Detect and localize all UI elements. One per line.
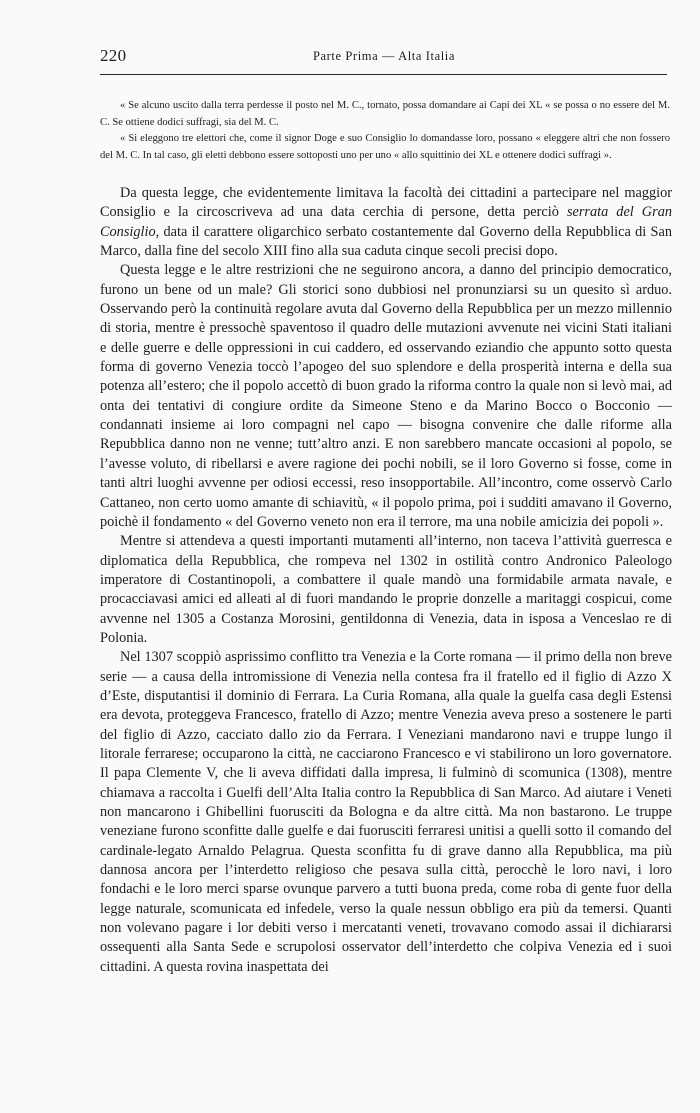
paragraph-4: Nel 1307 scoppiò asprissimo conflitto tra Venezia e la Corte romana — il primo della non breve serie — a causa della intromissione di Venezia nella contesa fra il fratello ed il figlio di Azzo X d’Este, disputantisi il dominio di Ferrara. La Curia Romana, alla quale la guelfa casa degli Estensi era devota, proteggeva Francesco, fratello di Azzo; mentre Venezia aveva preso a sostenere le parti del figlio di Azzo, cacciato dallo zio da Ferrara. I Veneziani mandarono navi e truppe lungo il litorale ferrarese; occuparono la città, ne cacciarono Francesco e vi stabilirono un loro governatore. Il papa Clemente V, che li aveva diffidati dalla impresa, li fulminò di scomunica (1308), mentre chiamava a raccolta i Guelfi dell’Alta Italia contro la Repubblica di San Marco. Ad aiutare i Veneti non mancarono i Ghibellini fuorusciti da Bologna e da altre città. Ma non bastarono. Le truppe veneziane furono sconfitte dalle guelfe e dai fuorusciti ferraresi unitisi a quelli sotto il comando del cardinale-legato Arnaldo Pelagrua. Questa sconfitta fu di grave danno alla Repubblica, ma più dannosa ancora per l’interdetto religioso che pesava sulla città, perocchè le loro navi, i loro fondachi e le loro merci sparse ovunque parvero a tutti buona preda, come roba di gente fuor della legge naturale, scomunicata ed infedele, verso la quale nessun obbligo era più da temersi. Quanti non volevano pagare i lor debiti verso i mercatanti veneti, trovavano comodo assai il dichiararsi ossequenti alla Santa Sede e scrupolosi osservator dell’interdetto che colpiva Venezia ed i suoi cittadini. A questa rovina inaspettata dei <box>100 649 672 975</box>
quoted-law-text <box>100 98 670 164</box>
body-text <box>100 184 672 977</box>
paragraph-2: Questa legge e le altre restrizioni che ne seguirono ancora, a danno del principio democratico, furono un bene od un male? Gli storici sono dubbiosi nel pronunziarsi su un quesito sì arduo. Osservando però la continuità regolare avuta dal Governo della Repubblica per un mezzo millennio di storia, mentre è pressochè spaventoso il quadro delle mutazioni avvenute nei vicini Stati italiani e delle guerre e delle oppressioni in cui caddero, ed osservando eziandio che appunto sotto questa forma di governo Venezia toccò l’apogeo del suo splendore e della prosperità interna e della sua potenza all’estero; che il popolo accettò di buon grado la riforma contro la quale non si levò mai, ad onta dei tentativi di congiure ordite da Simeone Steno e da Marino Bocco o Bocconio — condannati insieme ai loro compagni nel capo — bisogna convenire che dalle riforme alla Repubblica danno non ne venne; tutt’altro anzi. E non sarebbero mancate occasioni al popolo, se l’avesse voluto, di ribellarsi e avere ragione dei pochi nobili, se il loro Governo si fosse, come in tanti altri luoghi avvenne per odiosi eccessi, reso insopportabile. All’incontro, come osservò Carlo Cattaneo, non certo uomo amante di schiavitù, « il popolo prima, poi i sudditi amavano il Governo, poichè il fondamento « del Governo veneto non era il terrore, ma una nobile amicizia dei popoli ». <box>100 262 672 530</box>
paragraph-1-end: data il carattere oligarchico serbato costantemente dal Governo della Repubblica di San Marco, dalla fine del secolo XIII fino alla sua caduta cinque secoli precisi dopo. <box>100 223 672 260</box>
paragraph-1 <box>100 184 672 261</box>
quote-paragraph-1: « Se alcuno uscito dalla terra perdesse il posto nel M. C., tornato, possa domandare ai Capi dei XL « se possa o no essere del M. C. Se ottiene dodici suffragi, sia del M. C. <box>100 100 670 128</box>
page-number: 220 <box>100 46 127 65</box>
italic-term: serrata del Gran Consiglio, <box>100 204 672 240</box>
quote-paragraph-2: « Si eleggono tre elettori che, come il signor Doge e suo Consiglio lo domandasse loro, possano « eleggere altri che non fossero del M. C. In tal caso, gli eletti debbono essere sottoposti uno per uno « allo squittinio dei XL e ottenere dodici suffragi ». <box>100 133 670 161</box>
header-rule <box>100 74 667 75</box>
paragraph-3: Mentre si attendeva a questi importanti mutamenti all’interno, non taceva l’attività guerresca e diplomatica della Repubblica, che rompeva nel 1302 in ostilità contro Andronico Paleologo imperatore di Costantinopoli, a combattere il quale mandò una formidabile armata navale, e procacciavasi amici ed alleati al di fuori mandando le proprie donzelle a maritaggi cospicui, come avvenne nel 1305 a Costanza Morosini, gentildonna di Venezia, data in isposa a Venceslao re di Polonia. <box>100 533 672 646</box>
paragraph-1-start: Da questa legge, che evidentemente limitava la facoltà dei cittadini a partecipare nel maggior Consiglio e la circoscriveva ad una data cerchia di persone, detta perciò <box>100 185 672 221</box>
running-title: Parte Prima — Alta Italia <box>312 49 456 63</box>
page-header <box>100 46 668 70</box>
